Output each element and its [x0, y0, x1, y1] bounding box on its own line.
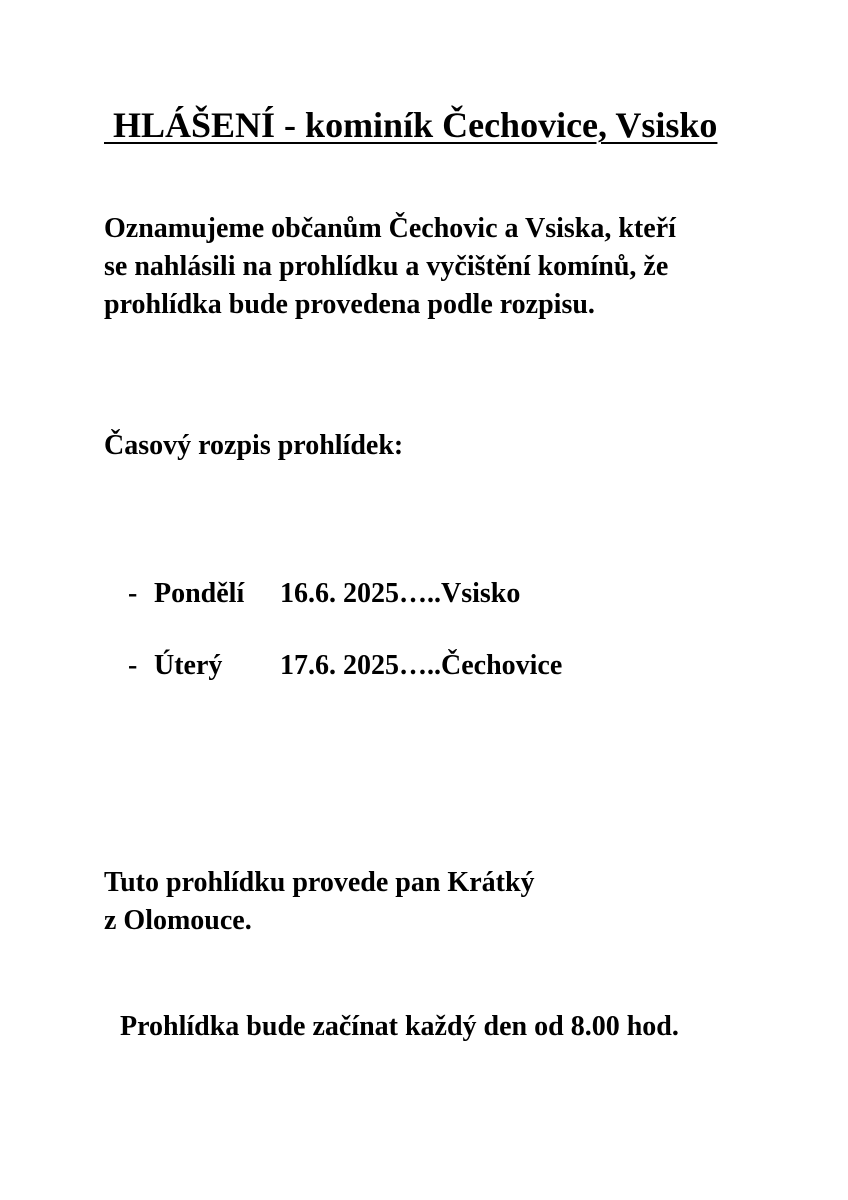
schedule-place: Čechovice	[441, 650, 563, 681]
start-time-note: Prohlídka bude začínat každý den od 8.00 hod.	[120, 1011, 679, 1042]
schedule-place: Vsisko	[441, 578, 521, 609]
list-bullet: -	[128, 578, 138, 609]
inspector-line: z Olomouce.	[104, 905, 252, 936]
intro-line: se nahlásili na prohlídku a vyčištění komínů, že	[104, 251, 669, 282]
schedule-date: 16.6. 2025	[280, 578, 399, 609]
schedule-separator: …..	[399, 578, 441, 609]
schedule-item-monday	[128, 575, 520, 613]
inspector-line: Tuto prohlídku provede pan Krátký	[104, 867, 535, 898]
schedule-heading: Časový rozpis prohlídek:	[104, 430, 404, 461]
intro-paragraph	[104, 210, 804, 324]
schedule-day: Pondělí	[154, 578, 245, 609]
announcement-title: HLÁŠENÍ - kominík Čechovice, Vsisko	[104, 105, 718, 145]
intro-line: prohlídka bude provedena podle rozpisu.	[104, 289, 595, 320]
intro-line: Oznamujeme občanům Čechovic a Vsiska, kteří	[104, 213, 676, 244]
schedule-item-tuesday	[128, 647, 562, 685]
inspector-paragraph	[104, 864, 535, 940]
schedule-separator: …..	[399, 650, 441, 681]
list-bullet: -	[128, 650, 138, 681]
schedule-date: 17.6. 2025	[280, 650, 399, 681]
schedule-day: Úterý	[154, 650, 223, 681]
